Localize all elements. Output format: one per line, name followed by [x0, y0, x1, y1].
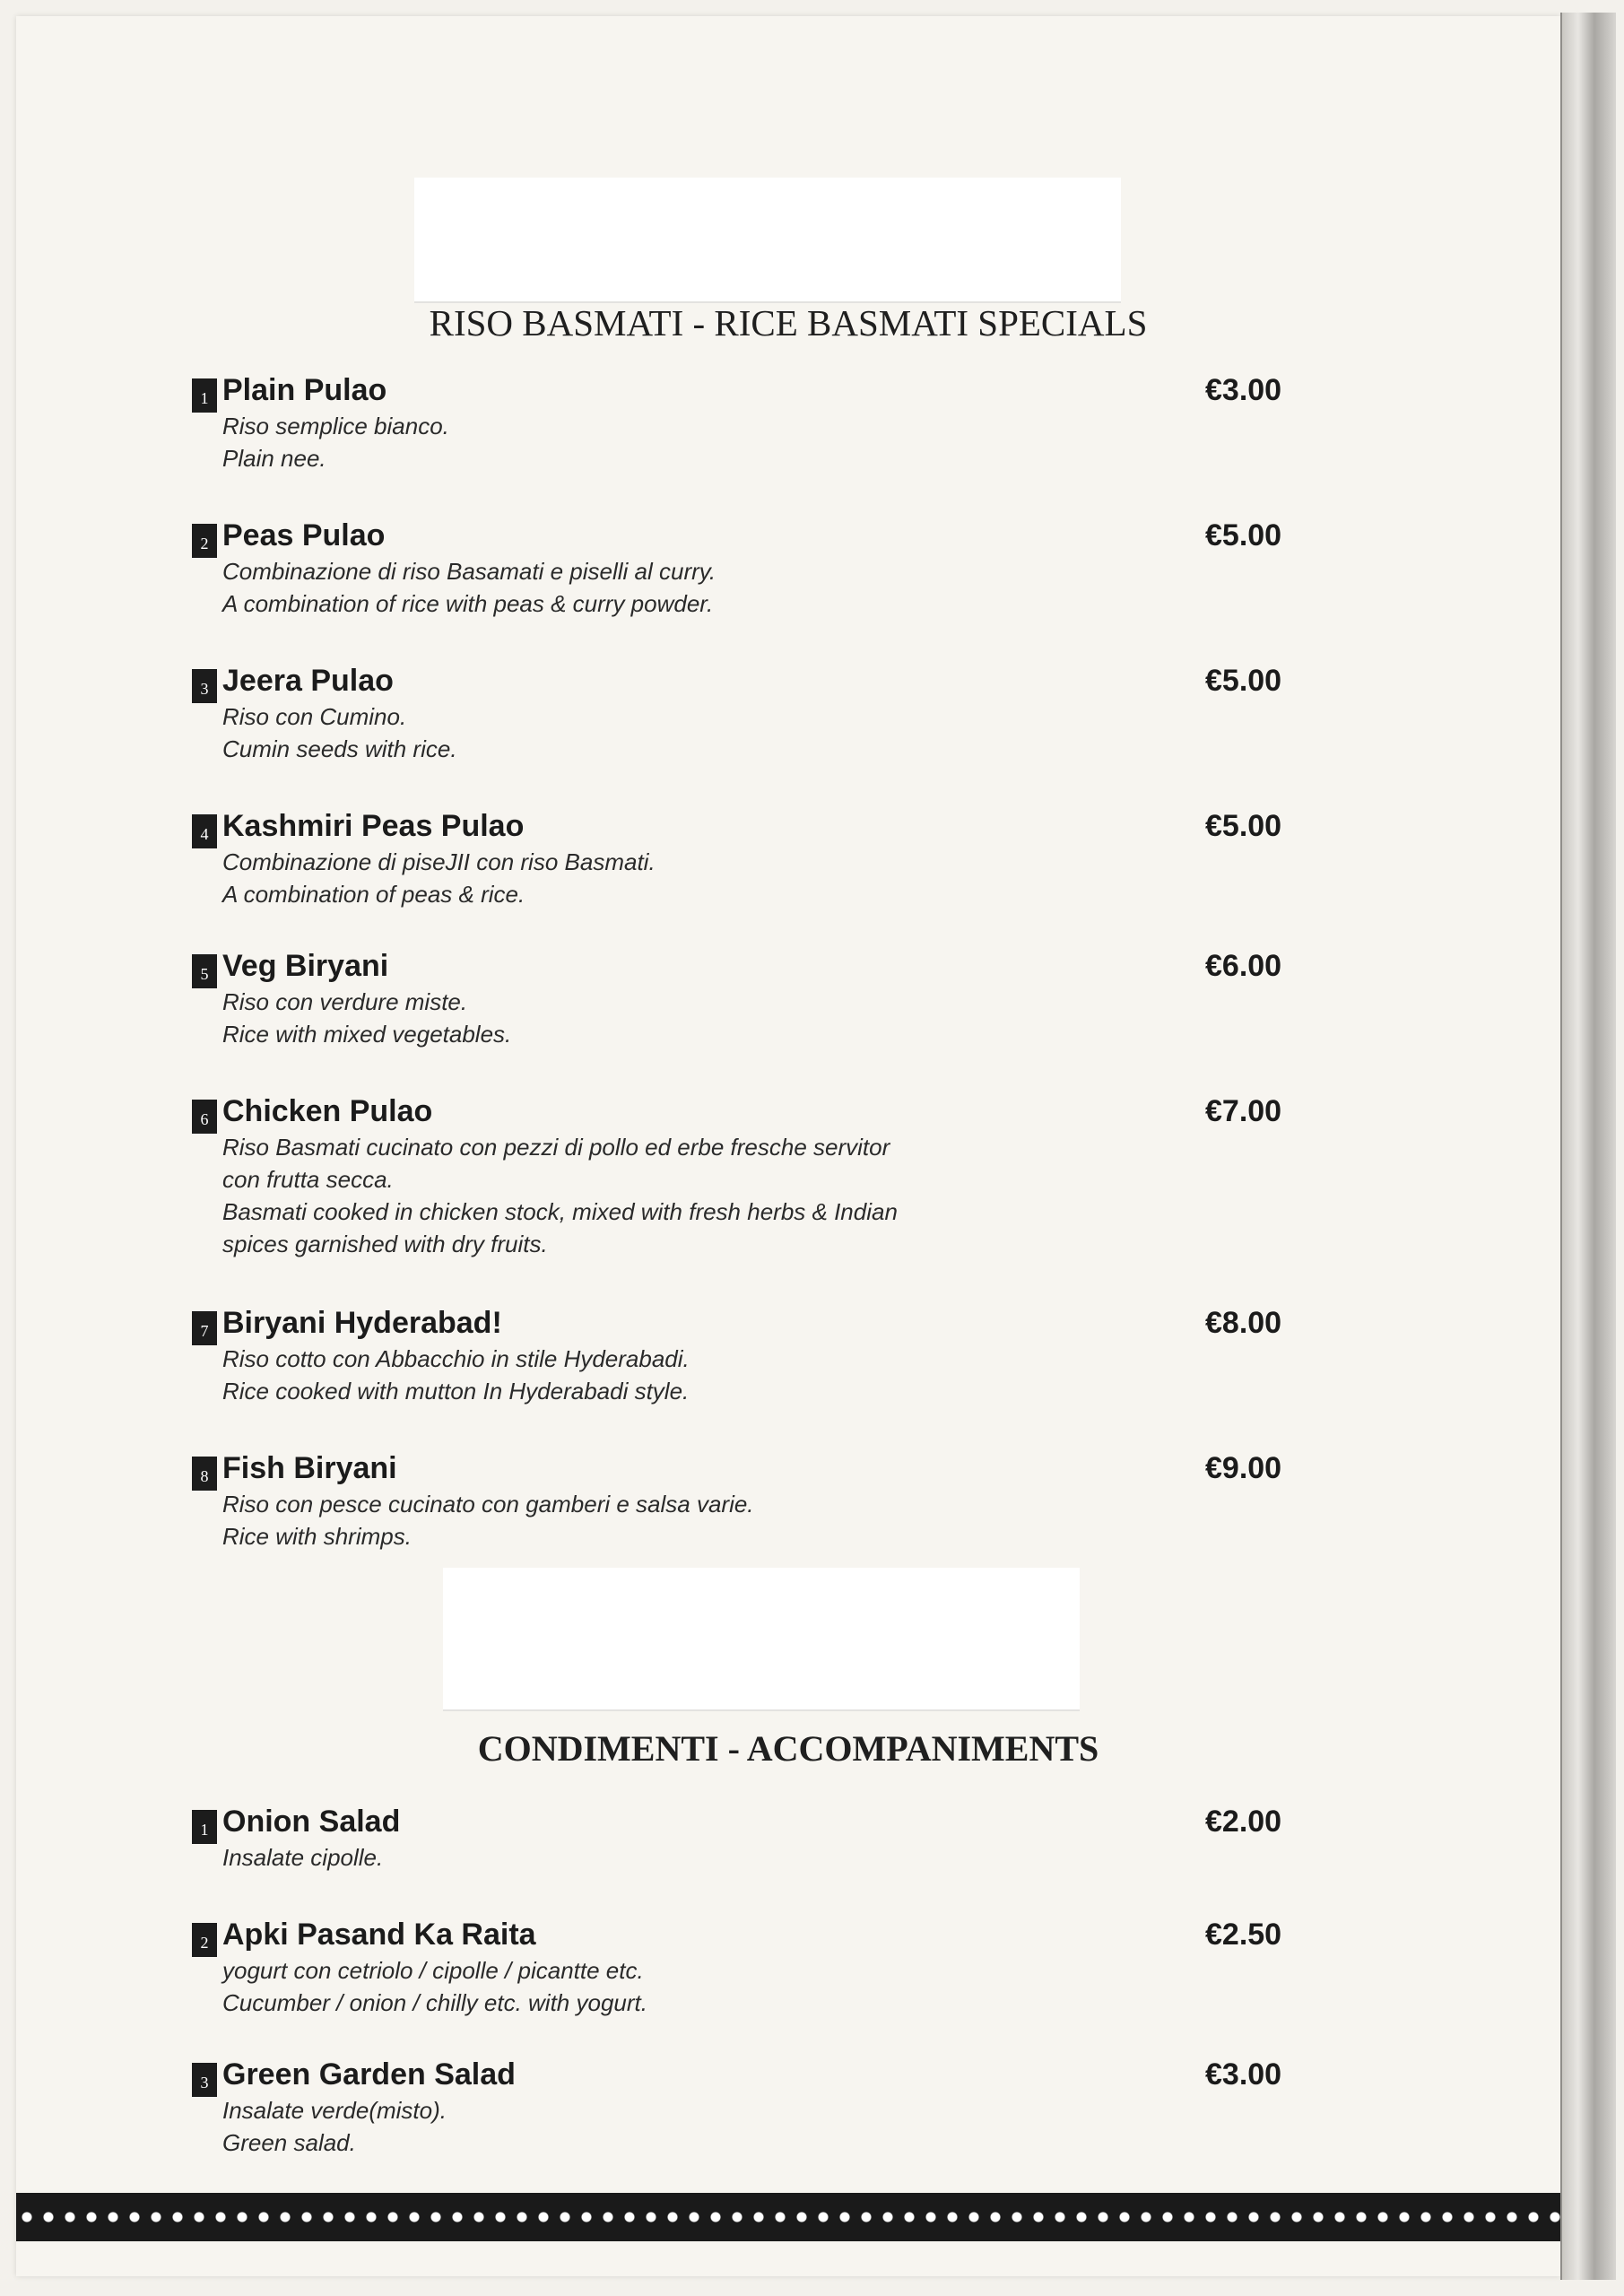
item-number-badge: 3	[192, 669, 217, 703]
item-desc-it: Riso con pesce cucinato con gamberi e salsa varie.	[222, 1491, 754, 1518]
item-desc-it: yogurt con cetriolo / cipolle / picantte etc.	[222, 1957, 644, 1984]
item-desc-en: A combination of peas & rice.	[222, 881, 525, 908]
item-name: Peas Pulao	[222, 518, 386, 552]
redacted-logo-middle	[443, 1568, 1080, 1711]
item-price: €5.00	[1205, 809, 1282, 843]
item-desc-en: Cucumber / onion / chilly etc. with yogurt.	[222, 1989, 647, 2016]
item-price: €3.00	[1205, 2057, 1282, 2092]
item-name: Apki Pasand Ka Raita	[222, 1918, 536, 1952]
item-number-badge: 1	[192, 1810, 217, 1844]
item-desc-it: Combinazione di riso Basamati e piselli al curry.	[222, 558, 716, 585]
item-name: Fish Biryani	[222, 1451, 397, 1485]
rice-section-title: RISO BASMATI - RICE BASMATI SPECIALS	[429, 302, 1148, 344]
item-desc-en: Green salad.	[222, 2129, 356, 2156]
item-number-badge: 2	[192, 1923, 217, 1957]
item-number-badge: 2	[192, 524, 217, 558]
item-desc-en: Rice cooked with mutton In Hyderabadi style.	[222, 1378, 690, 1405]
item-desc-it-cont: con frutta secca.	[222, 1166, 394, 1193]
item-desc-it: Riso cotto con Abbacchio in stile Hyderabadi.	[222, 1345, 690, 1372]
item-desc-it: Insalate cipolle.	[222, 1844, 384, 1871]
item-price: €2.50	[1205, 1918, 1282, 1952]
condiments-section-title: CONDIMENTI - ACCOMPANIMENTS	[477, 1728, 1099, 1769]
item-desc-it: Insalate verde(misto).	[222, 2097, 447, 2124]
item-price: €5.00	[1205, 664, 1282, 698]
decorative-dotted-border	[16, 2193, 1560, 2241]
item-desc-en-cont: spices garnished with dry fruits.	[222, 1231, 548, 1257]
menu-page	[16, 16, 1560, 2276]
menu-binder-spine	[1560, 13, 1616, 2280]
item-price: €3.00	[1205, 373, 1282, 407]
item-price: €2.00	[1205, 1805, 1282, 1839]
item-number-badge: 5	[192, 954, 217, 988]
item-name: Biryani Hyderabad!	[222, 1306, 502, 1340]
item-number-badge: 8	[192, 1457, 217, 1491]
item-price: €9.00	[1205, 1451, 1282, 1485]
item-desc-it: Combinazione di piseJII con riso Basmati.	[222, 848, 656, 875]
item-name: Chicken Pulao	[222, 1094, 433, 1128]
item-number-badge: 1	[192, 378, 217, 413]
item-name: Plain Pulao	[222, 373, 387, 407]
item-name: Green Garden Salad	[222, 2057, 516, 2092]
redacted-logo-top	[414, 178, 1121, 303]
item-desc-it: Riso con Cumino.	[222, 703, 407, 730]
item-desc-en: Cumin seeds with rice.	[222, 735, 457, 762]
item-desc-en: Rice with mixed vegetables.	[222, 1021, 512, 1048]
item-desc-en: Plain nee.	[222, 445, 326, 472]
item-number-badge: 6	[192, 1100, 217, 1134]
item-number-badge: 4	[192, 814, 217, 848]
item-price: €5.00	[1205, 518, 1282, 552]
item-number-badge: 3	[192, 2063, 217, 2097]
item-desc-it: Riso con verdure miste.	[222, 988, 468, 1015]
item-desc-en: Rice with shrimps.	[222, 1523, 412, 1550]
item-desc-en: Basmati cooked in chicken stock, mixed with fresh herbs & Indian	[222, 1198, 898, 1225]
redacted-logo-middle-underline	[443, 1709, 1080, 1711]
item-price: €8.00	[1205, 1306, 1282, 1340]
item-price: €7.00	[1205, 1094, 1282, 1128]
item-desc-it: Riso Basmati cucinato con pezzi di pollo ed erbe fresche servitor	[222, 1134, 890, 1161]
item-name: Onion Salad	[222, 1805, 401, 1839]
item-price: €6.00	[1205, 949, 1282, 983]
item-desc-en: A combination of rice with peas & curry powder.	[222, 590, 714, 617]
item-number-badge: 7	[192, 1311, 217, 1345]
item-name: Veg Biryani	[222, 949, 389, 983]
item-desc-it: Riso semplice bianco.	[222, 413, 449, 439]
border-dots	[16, 2209, 1560, 2225]
item-name: Kashmiri Peas Pulao	[222, 809, 525, 843]
item-name: Jeera Pulao	[222, 664, 394, 698]
